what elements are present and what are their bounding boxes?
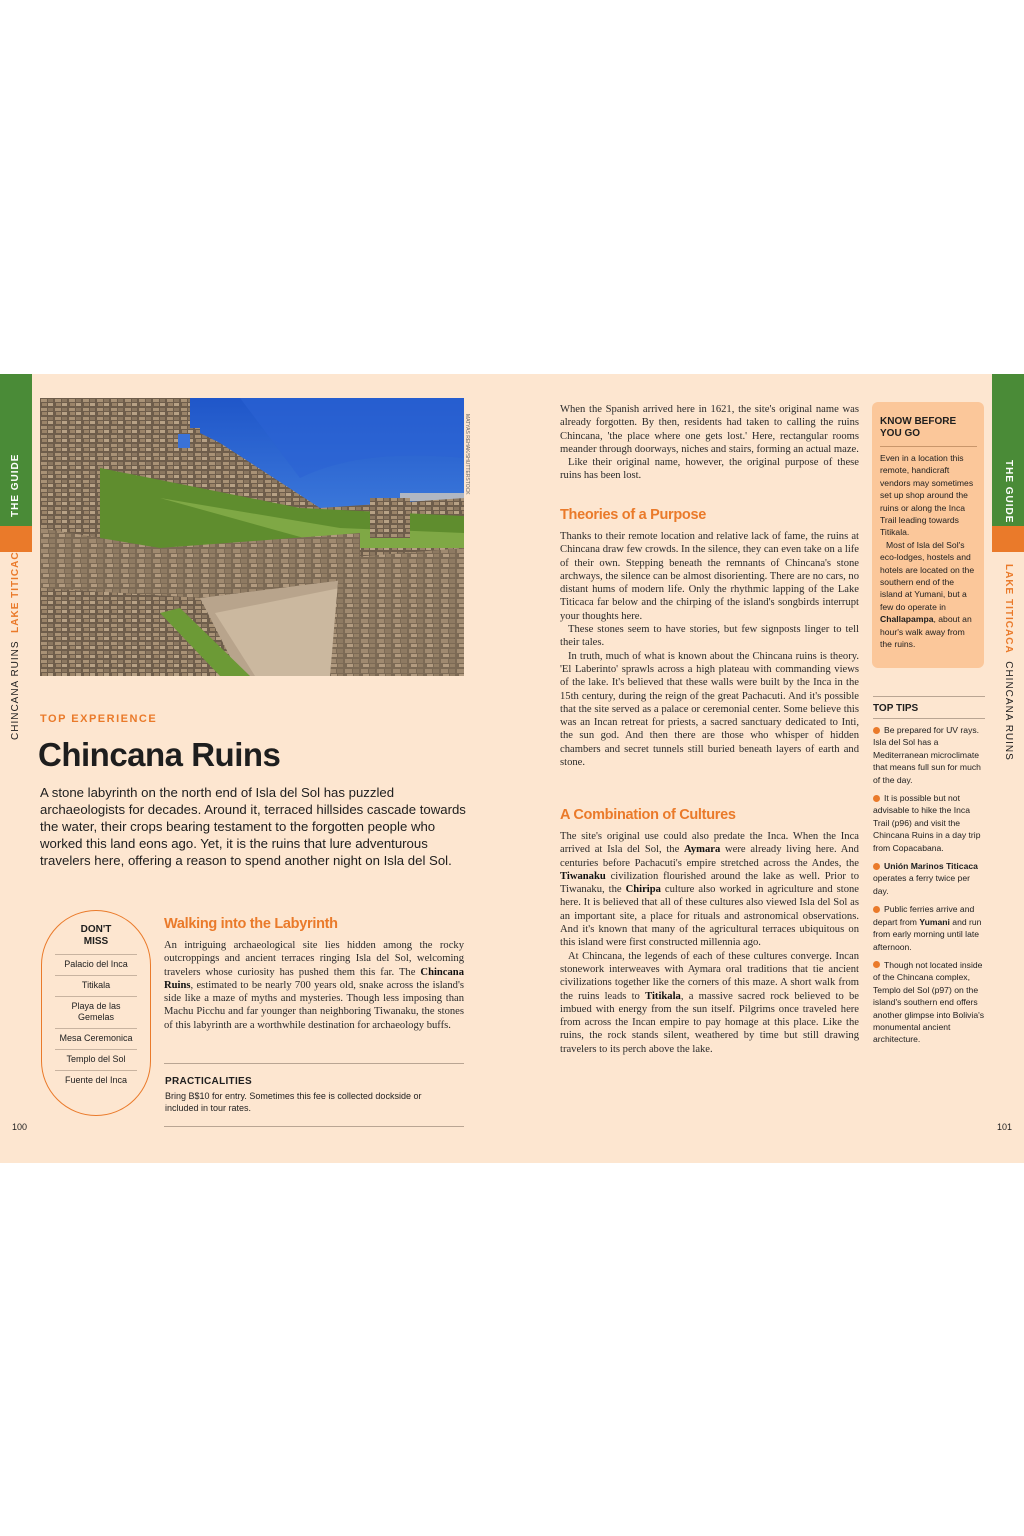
theories-body [560,530,859,769]
tip-text: Be prepared for UV rays. Isla del Sol has a Mediterranean microclimate that means full sun for much of the day. [873,725,981,785]
lead-paragraph: A stone labyrinth on the north end of Isla del Sol has puzzled archaeologists for decades. Around it, terraced hillsides cascade towards the water, their crops bearing testament to the forgotten people who worked this land eons ago. Yet, it is the ruins that lure adventurous travelers here, offering a reason to spend another night on Isla del Sol. [40,785,466,868]
cultures-text: culture also worked in agriculture and stone here. It is believed that all of these cultures also viewed Isla del Sol as an important site, a place for rituals and astronomical observations. And it's known that many of the agricultural terraces ubiquitous on this island were first constructed millennia ago. [560,884,859,949]
dont-miss-item: Playa de las Gemelas [55,996,137,1028]
dont-miss-title [42,924,150,948]
side-label-topic: CHINCANA RUINS [10,640,21,740]
cultures-text: were already living here. And centuries before Pachacuti's empire stretched across the Andes, the [560,844,859,869]
tip-item [873,792,985,854]
know-before-span: , about an hour's walk away from the ruins. [880,614,972,650]
side-label-topic: CHINCANA RUINS [1003,661,1014,761]
cultures-text: civilization flourished around the lake as well. Prior to Tiwanaku, the [560,870,859,896]
walking-text: An intriguing archaeological site lies hidden among the rocky outcroppings and ancient terraces ringing Isla del Sol, welcoming travelers whose curiosity has pushed them this far. The [164,940,464,978]
tip-text: It is possible but not advisable to hike the Inca Trail (p96) and visit the Chincana Ruins in a day trip from Copacabana. [873,793,981,853]
tip-bold: Unión Marinos Titicaca [884,861,978,872]
tip-text: Public ferries arrive and depart from [873,904,975,927]
theories-heading: Theories of a Purpose [560,507,706,523]
dont-miss-item: Fuente del Inca [55,1070,137,1091]
side-label-the-guide-left: THE GUIDE [10,453,21,517]
side-label-lake: LAKE TITICACA [1003,564,1014,654]
dont-miss-title-line1: DON'T [80,924,112,935]
know-before-box [872,402,984,668]
cultures-text: , a massive sacred rock believed to be imbued with energy from the sun itself. Pilgrims once traveled here from across the Incan empire to pay homage at this place. Like the ruins, the rock stands silent, weathered by time but still drawing travelers to its perch above the lake. [560,990,859,1055]
practicalities-title: PRACTICALITIES [165,1076,252,1087]
side-tab-orange-right [992,526,1024,552]
tip-item [873,903,985,953]
divider [873,718,985,719]
cultures-bold: Aymara [684,844,721,856]
tip-item [873,959,985,1046]
know-before-title: KNOW BEFORE YOU GO [880,416,977,447]
page-number-left: 100 [12,1122,28,1132]
dont-miss-item: Templo del Sol [55,1049,137,1070]
tip-text: Though not located inside of the Chincana complex, Templo del Sol (p97) on the island's southern end offers another glimpse into Bolivia's monumental ancient architecture. [873,959,985,1045]
page-title: Chincana Ruins [38,736,281,773]
tip-bold: Yumani [919,916,950,927]
dont-miss-item: Mesa Ceremonica [55,1028,137,1049]
walking-bold: Chincana Ruins [164,966,464,991]
bullet-icon [873,961,880,968]
tip-item [873,724,985,786]
top-tips-title: TOP TIPS [873,703,919,714]
intro-paragraph: Like their original name, however, the original purpose of these ruins has been lost. [560,457,859,482]
bullet-icon [873,863,880,870]
cultures-body [560,830,859,1056]
know-before-text [880,539,977,651]
photo-credit: MATYAS REHAK/SHUTTERSTOCK [464,414,470,495]
tip-text: and run from early morning until late afternoon. [873,916,982,952]
bullet-icon [873,906,880,913]
cultures-bold: Tiwanaku [560,870,606,882]
know-before-span: Most of Isla del Sol's eco-lodges, hostels and hotels are located on the southern end of the island at Yumani, but a few do operate in [880,539,975,612]
page-number-right: 101 [997,1122,1013,1132]
walking-body [164,939,464,1032]
theories-paragraph: Thanks to their remote location and relative lack of fame, the ruins at Chincana draw few crowds. In the silence, they can even take on a life of their own. Stepping beneath the remnants of Chincana's stone archways, the silence can be almost disorienting. There are no cars, no distant hums of modern life. Only the rhythmic lapping of the Lake Titicaca far below and the chirping of the island's songbirds interrupt your thoughts here. [560,531,859,622]
dont-miss-item: Palacio del Inca [55,954,137,975]
side-label-the-guide-right: THE GUIDE [1003,460,1014,524]
divider [873,696,985,697]
bullet-icon [873,795,880,802]
ruins-photo [40,398,464,676]
bullet-icon [873,727,880,734]
know-before-text: Even in a location this remote, handicraft vendors may sometimes set up shop around the ruins or along the Inca Trail leading towards Titikala. [880,453,974,538]
cultures-text: At Chincana, the legends of each of these cultures converge. Incan stonework interweaves with Aymara oral traditions that tie ancient civilizations together like the corners of this maze. A short walk from the ruins leads to [560,950,859,1002]
walking-heading: Walking into the Labyrinth [164,916,338,932]
tip-text: operates a ferry twice per day. [873,873,970,896]
theories-paragraph: In truth, much of what is known about the Chincana ruins is theory. 'El Laberinto' sprawls across a high plateau with commanding views of the lake. It's believed that these walls were built by the Inca in the 15th century, during the reign of the great Pachacuti. And it's possible that the site served as a palace or ceremonial center. Some believe this was an Incan retreat for priests, a sacred sanctuary dedicated to Inti, the sun god. And then there are those who whisper of hidden chambers and secret tunnels still buried beneath layers of earth and stone. [560,650,859,769]
side-label-section-left [10,543,21,740]
cultures-heading: A Combination of Cultures [560,807,736,823]
theories-paragraph: These stones seem to have stories, but few signposts linger to tell their tales. [560,624,859,649]
intro-paragraph: When the Spanish arrived here in 1621, the site's original name was already forgotten. By then, residents had taken to calling the ruins Chincana, 'the place where one gets lost.' Here, rectangular rooms meander through doorways, niches and stairs, forming an actual maze. [560,404,859,455]
side-label-lake: LAKE TITICACA [10,543,21,633]
cultures-bold: Chiripa [625,884,661,896]
book-spread [0,374,1024,1163]
dont-miss-box [41,910,151,1116]
walking-text: , estimated to be nearly 700 years old, snake across the island's side like a maze of myths and mysteries. Though less imposing than Machu Picchu and far younger than neighboring Tiwanaku, the stones of this labyrinth are a worthwhile destination for archaeology buffs. [164,979,464,1031]
divider [164,1126,464,1127]
cultures-text: The site's original use could also predate the Inca. When the Inca arrived at Isla del Sol, the [560,831,859,856]
top-tips-list [873,724,985,1052]
top-experience-kicker: TOP EXPERIENCE [40,713,158,725]
dont-miss-item: Titikala [55,975,137,996]
dont-miss-title-line2: MISS [83,936,109,947]
tip-item [873,860,985,897]
side-label-section-right [1003,564,1014,761]
practicalities-text: Bring B$10 for entry. Sometimes this fee is collected dockside or included in tour rates. [165,1091,422,1113]
divider [164,1063,464,1064]
intro-body [560,403,859,483]
know-before-bold: Challapampa [880,614,934,625]
cultures-bold: Titikala [645,990,681,1002]
